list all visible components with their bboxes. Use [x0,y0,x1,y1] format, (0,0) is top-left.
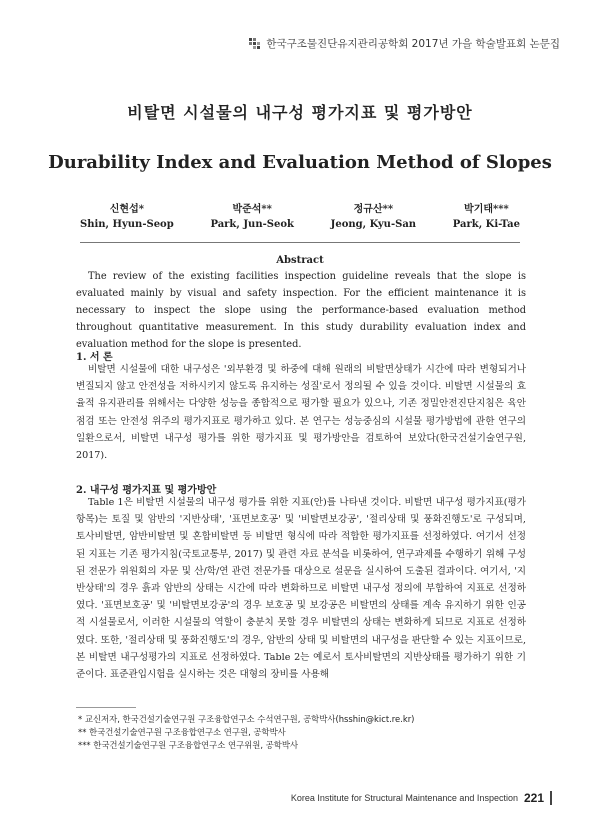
author [80,202,174,232]
divider [80,242,520,243]
society-logo-icon [248,37,262,51]
author-name-english: Park, Ki-Tae [452,219,520,230]
footer-institute: Korea Institute for Structural Maintenance and Inspection [290,793,518,803]
footnote-divider [76,707,136,708]
abstract-heading: Abstract [276,255,324,266]
author-name-english: Jeong, Kyu-San [330,219,417,230]
paper-title-korean: 비탈면 시설물의 내구성 평가지표 및 평가방안 [127,103,473,122]
author-list [80,202,520,232]
author [331,202,416,232]
section-body-method: Table 1은 비탈면 시설물의 내구성 평가를 위한 지표(안)를 나타낸 것이다. 비탈면 내구성 평가지표(평가항목)는 토질 및 암반의 '지반상태', '표면보호공' 및 '비탈면보강공', '절리상태 및 풍화진행도'로 구성되며, 토사비탈면, 암반비탈면 및 혼합비탈면 등 비탈면 형식에 따라 적합한 평가지표를 선정하였다. 여기서 선정된 지표는 기존 평가지침(국토교통부, 2017) 및 관련 자료 분석을 비롯하여, 연구과제를 수행하기 위해 구성된 전문가 위원회의 자문 및 산/학/연 관련 전문가를 대상으로 설문을 실시하여 도출된 결과이다. 여기서, '지반상태'의 경우 흙과 암반의 상태는 시간에 따라 변화하므로 비탈면 내구성 정의에 부합하여 지표로 선정하였다. '표면보호공' 및 '비탈면보강공'의 경우 보호공 및 보강공은 비탈면의 상태를 계속 유지하기 위한 인공적 시설물로서, 이러한 시설물의 역할이 충분치 못할 경우 비탈면의 상태는 변화하게 되므로 지표로 선정하였다. 또한, '절리상태 및 풍화진행도'의 경우, 암반의 상태 및 비탈면의 내구성을 판단할 수 있는 지표이므로, 본 비탈면 내구성평가의 지표로 선정하였다. Table 2는 예로서 토사비탈면의 지반상태를 평가하기 위한 기준이다. 표준관입시험을 실시하는 것은 대형의 장비를 사용해 [76,497,526,681]
author [453,202,520,232]
author-name-korean: 정규산** [353,204,394,215]
author-name-english: Shin, Hyun-Seop [80,219,174,230]
abstract-text: The review of the existing facilities inspection guideline reveals that the slope is evaluated mainly by visual and safety inspection. For the efficient maintenance it is necessary to inspect the slope using the performance-based evaluation method throughout quantitative measurement. In this study durability evaluation index and evaluation method for the slope is presented. [76,271,526,350]
page-footer [291,791,552,805]
footer-bar [550,791,552,805]
section-body-introduction: 비탈면 시설물에 대한 내구성은 '외부환경 및 하중에 대해 원래의 비탈면상태가 시간에 따라 변형되거나 변질되지 않고 안전성을 저하시키지 않도록 유지하는 성질'로서 정의될 수 있을 것이다. 비탈면 시설물의 효율적 유지관리를 위해서는 다양한 성능을 종합적으로 평가할 필요가 있으나, 기존 정밀안전진단지침은 육안점검 또는 안전성 위주의 평가지표로 평가하고 있다. 본 연구는 성능중심의 시설물 평가방법에 관한 연구의 일환으로서, 비탈면 내구성 평가를 위한 평가지표 및 평가방안을 검토하여 보았다(한국건설기술연구원, 2017). [76,364,526,462]
section-heading-introduction: 1. 서 론 [76,352,113,363]
footnote: *** 한국건설기술연구원 구조융합연구소 연구위원, 공학박사 [78,740,299,750]
journal-title: 한국구조물진단유지관리공학회 2017년 가을 학술발표회 논문집 [266,38,560,50]
paper-title-english: Durability Index and Evaluation Method of Slopes [48,152,552,173]
section-heading-method: 2. 내구성 평가지표 및 평가방안 [76,485,217,496]
author-name-korean: 박기태*** [464,204,509,215]
journal-header [248,36,560,51]
footnote: ** 한국건설기술연구원 구조융합연구소 연구원, 공학박사 [78,727,286,737]
page-number: 221 [523,791,544,805]
author [210,202,294,232]
footnote: * 교신저자, 한국건설기술연구원 구조융합연구소 수석연구원, 공학박사(hsshin@kict.re.kr) [78,714,415,724]
author-name-english: Park, Jun-Seok [210,219,294,230]
author-name-korean: 박준석** [232,204,272,215]
footnotes [78,713,414,752]
author-name-korean: 신현섭* [109,204,144,215]
